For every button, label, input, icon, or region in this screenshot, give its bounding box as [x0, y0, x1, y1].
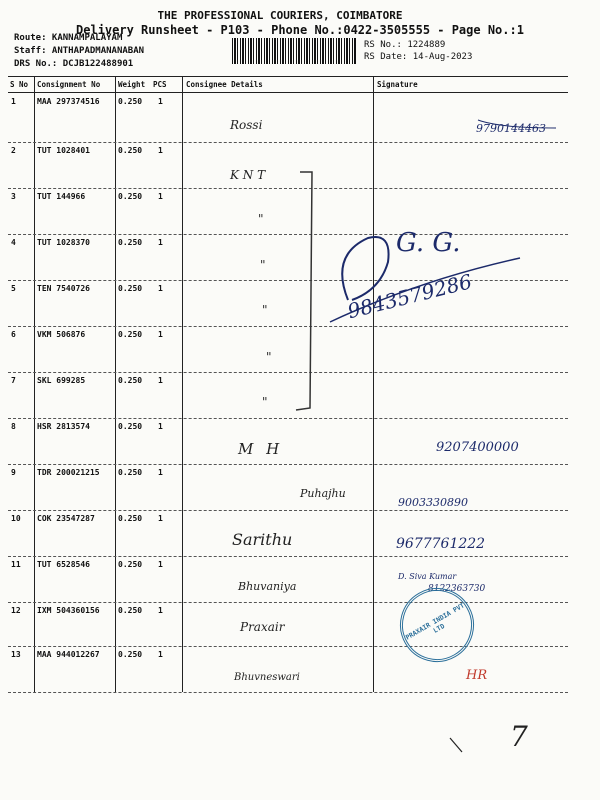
row-10-weight: 0.250	[118, 514, 143, 523]
rs-date: RS Date: 14-Aug-2023	[364, 52, 473, 62]
row-3-consignment: TUT 144966	[37, 192, 86, 201]
row-12-sno: 12	[11, 606, 21, 615]
row-7-sno: 7	[11, 376, 16, 385]
row-3-pcs: 1	[158, 192, 163, 201]
row-11-signature: 8122363730	[428, 584, 486, 594]
row-2-pcs: 1	[158, 146, 163, 155]
row-2-sno: 2	[11, 146, 16, 155]
row-13-consignee: Bhuvneswari	[234, 672, 300, 683]
row-11-weight: 0.250	[118, 560, 143, 569]
row-8-pcs: 1	[158, 422, 163, 431]
row-12-consignee: Praxair	[240, 620, 285, 634]
row-1-signature: 9790144463	[476, 122, 546, 135]
row-12-weight: 0.250	[118, 606, 143, 615]
row-13-signature: HR	[466, 668, 488, 683]
row-10-consignee: Sarithu	[232, 530, 293, 549]
row-8-consignee: M H	[238, 440, 284, 458]
col-signature: Signature	[377, 80, 418, 89]
row-9-consignee: Puhajhu	[300, 487, 346, 500]
page-mark: 7	[510, 720, 528, 753]
staff-label: Staff: ANTHAPADMANANABAN	[14, 46, 145, 56]
runsheet-title: Delivery Runsheet - P103 - Phone No.:0422-3505555 - Page No.:1	[76, 23, 524, 37]
row-5-sno: 5	[11, 284, 16, 293]
row-1-consignment: MAA 297374516	[37, 97, 100, 106]
col-details: Consignee Details	[186, 80, 263, 89]
row-3-weight: 0.250	[118, 192, 143, 201]
row-6-weight: 0.250	[118, 330, 143, 339]
row-11-pcs: 1	[158, 560, 163, 569]
row-6-consignment: VKM 506876	[37, 330, 86, 339]
row-8-consignment: HSR 2813574	[37, 422, 90, 431]
col-pcs: PCS	[153, 80, 167, 89]
big-phone: 9843579286	[345, 269, 475, 324]
row-1-sno: 1	[11, 97, 16, 106]
stamp-text: PRAXAIR INDIA PVT LTD	[404, 601, 466, 642]
row-7-consignee: "	[262, 395, 268, 409]
row-1-consignee: Rossi	[230, 118, 263, 132]
row-12-pcs: 1	[158, 606, 163, 615]
row-11-consignee: Bhuvaniya	[238, 580, 297, 593]
row-8-sno: 8	[11, 422, 16, 431]
row-11-sig-name: D. Siva Kumar	[398, 572, 457, 581]
row-1-weight: 0.250	[118, 97, 143, 106]
row-8-weight: 0.250	[118, 422, 143, 431]
row-4-consignee: "	[260, 258, 266, 272]
row-2-weight: 0.250	[118, 146, 143, 155]
row-12-consignment: IXM 504360156	[37, 606, 100, 615]
row-13-sno: 13	[11, 650, 21, 659]
row-5-consignment: TEN 7540726	[37, 284, 90, 293]
row-11-consignment: TUT 6528546	[37, 560, 90, 569]
row-9-weight: 0.250	[118, 468, 143, 477]
row-10-consignment: COK 23547287	[37, 514, 95, 523]
row-10-signature: 9677761222	[396, 536, 486, 552]
row-7-consignment: SKL 699285	[37, 376, 86, 385]
col-consignment: Consignment No	[37, 80, 101, 89]
row-4-sno: 4	[11, 238, 16, 247]
row-2-consignee: K N T	[230, 168, 266, 182]
route-label: Route: KANNAMPALAYAM	[14, 33, 123, 43]
row-11-sno: 11	[11, 560, 21, 569]
row-8-signature: 9207400000	[436, 440, 519, 455]
row-7-weight: 0.250	[118, 376, 143, 385]
row-5-weight: 0.250	[118, 284, 143, 293]
row-6-pcs: 1	[158, 330, 163, 339]
big-initials: G. G.	[396, 228, 461, 258]
row-9-signature: 9003330890	[398, 496, 468, 509]
row-13-consignment: MAA 944012267	[37, 650, 100, 659]
col-weight: Weight	[118, 80, 146, 89]
row-2-consignment: TUT 1028401	[37, 146, 90, 155]
row-13-weight: 0.250	[118, 650, 143, 659]
row-10-pcs: 1	[158, 514, 163, 523]
row-5-pcs: 1	[158, 284, 163, 293]
row-9-consignment: TDR 200021215	[37, 468, 100, 477]
row-9-pcs: 1	[158, 468, 163, 477]
row-7-pcs: 1	[158, 376, 163, 385]
drs-label: DRS No.: DCJB122488901	[14, 59, 134, 69]
company-title: THE PROFESSIONAL COURIERS, COIMBATORE	[157, 9, 403, 22]
row-9-sno: 9	[11, 468, 16, 477]
row-6-sno: 6	[11, 330, 16, 339]
row-4-consignment: TUT 1028370	[37, 238, 90, 247]
row-5-consignee: "	[262, 303, 268, 317]
row-6-consignee: "	[266, 350, 272, 364]
col-sno: S No	[10, 80, 29, 89]
row-3-sno: 3	[11, 192, 16, 201]
row-1-pcs: 1	[158, 97, 163, 106]
rs-number: RS No.: 1224889	[364, 40, 446, 50]
row-4-pcs: 1	[158, 238, 163, 247]
row-13-pcs: 1	[158, 650, 163, 659]
row-3-consignee: "	[258, 212, 264, 226]
row-4-weight: 0.250	[118, 238, 143, 247]
row-10-sno: 10	[11, 514, 21, 523]
